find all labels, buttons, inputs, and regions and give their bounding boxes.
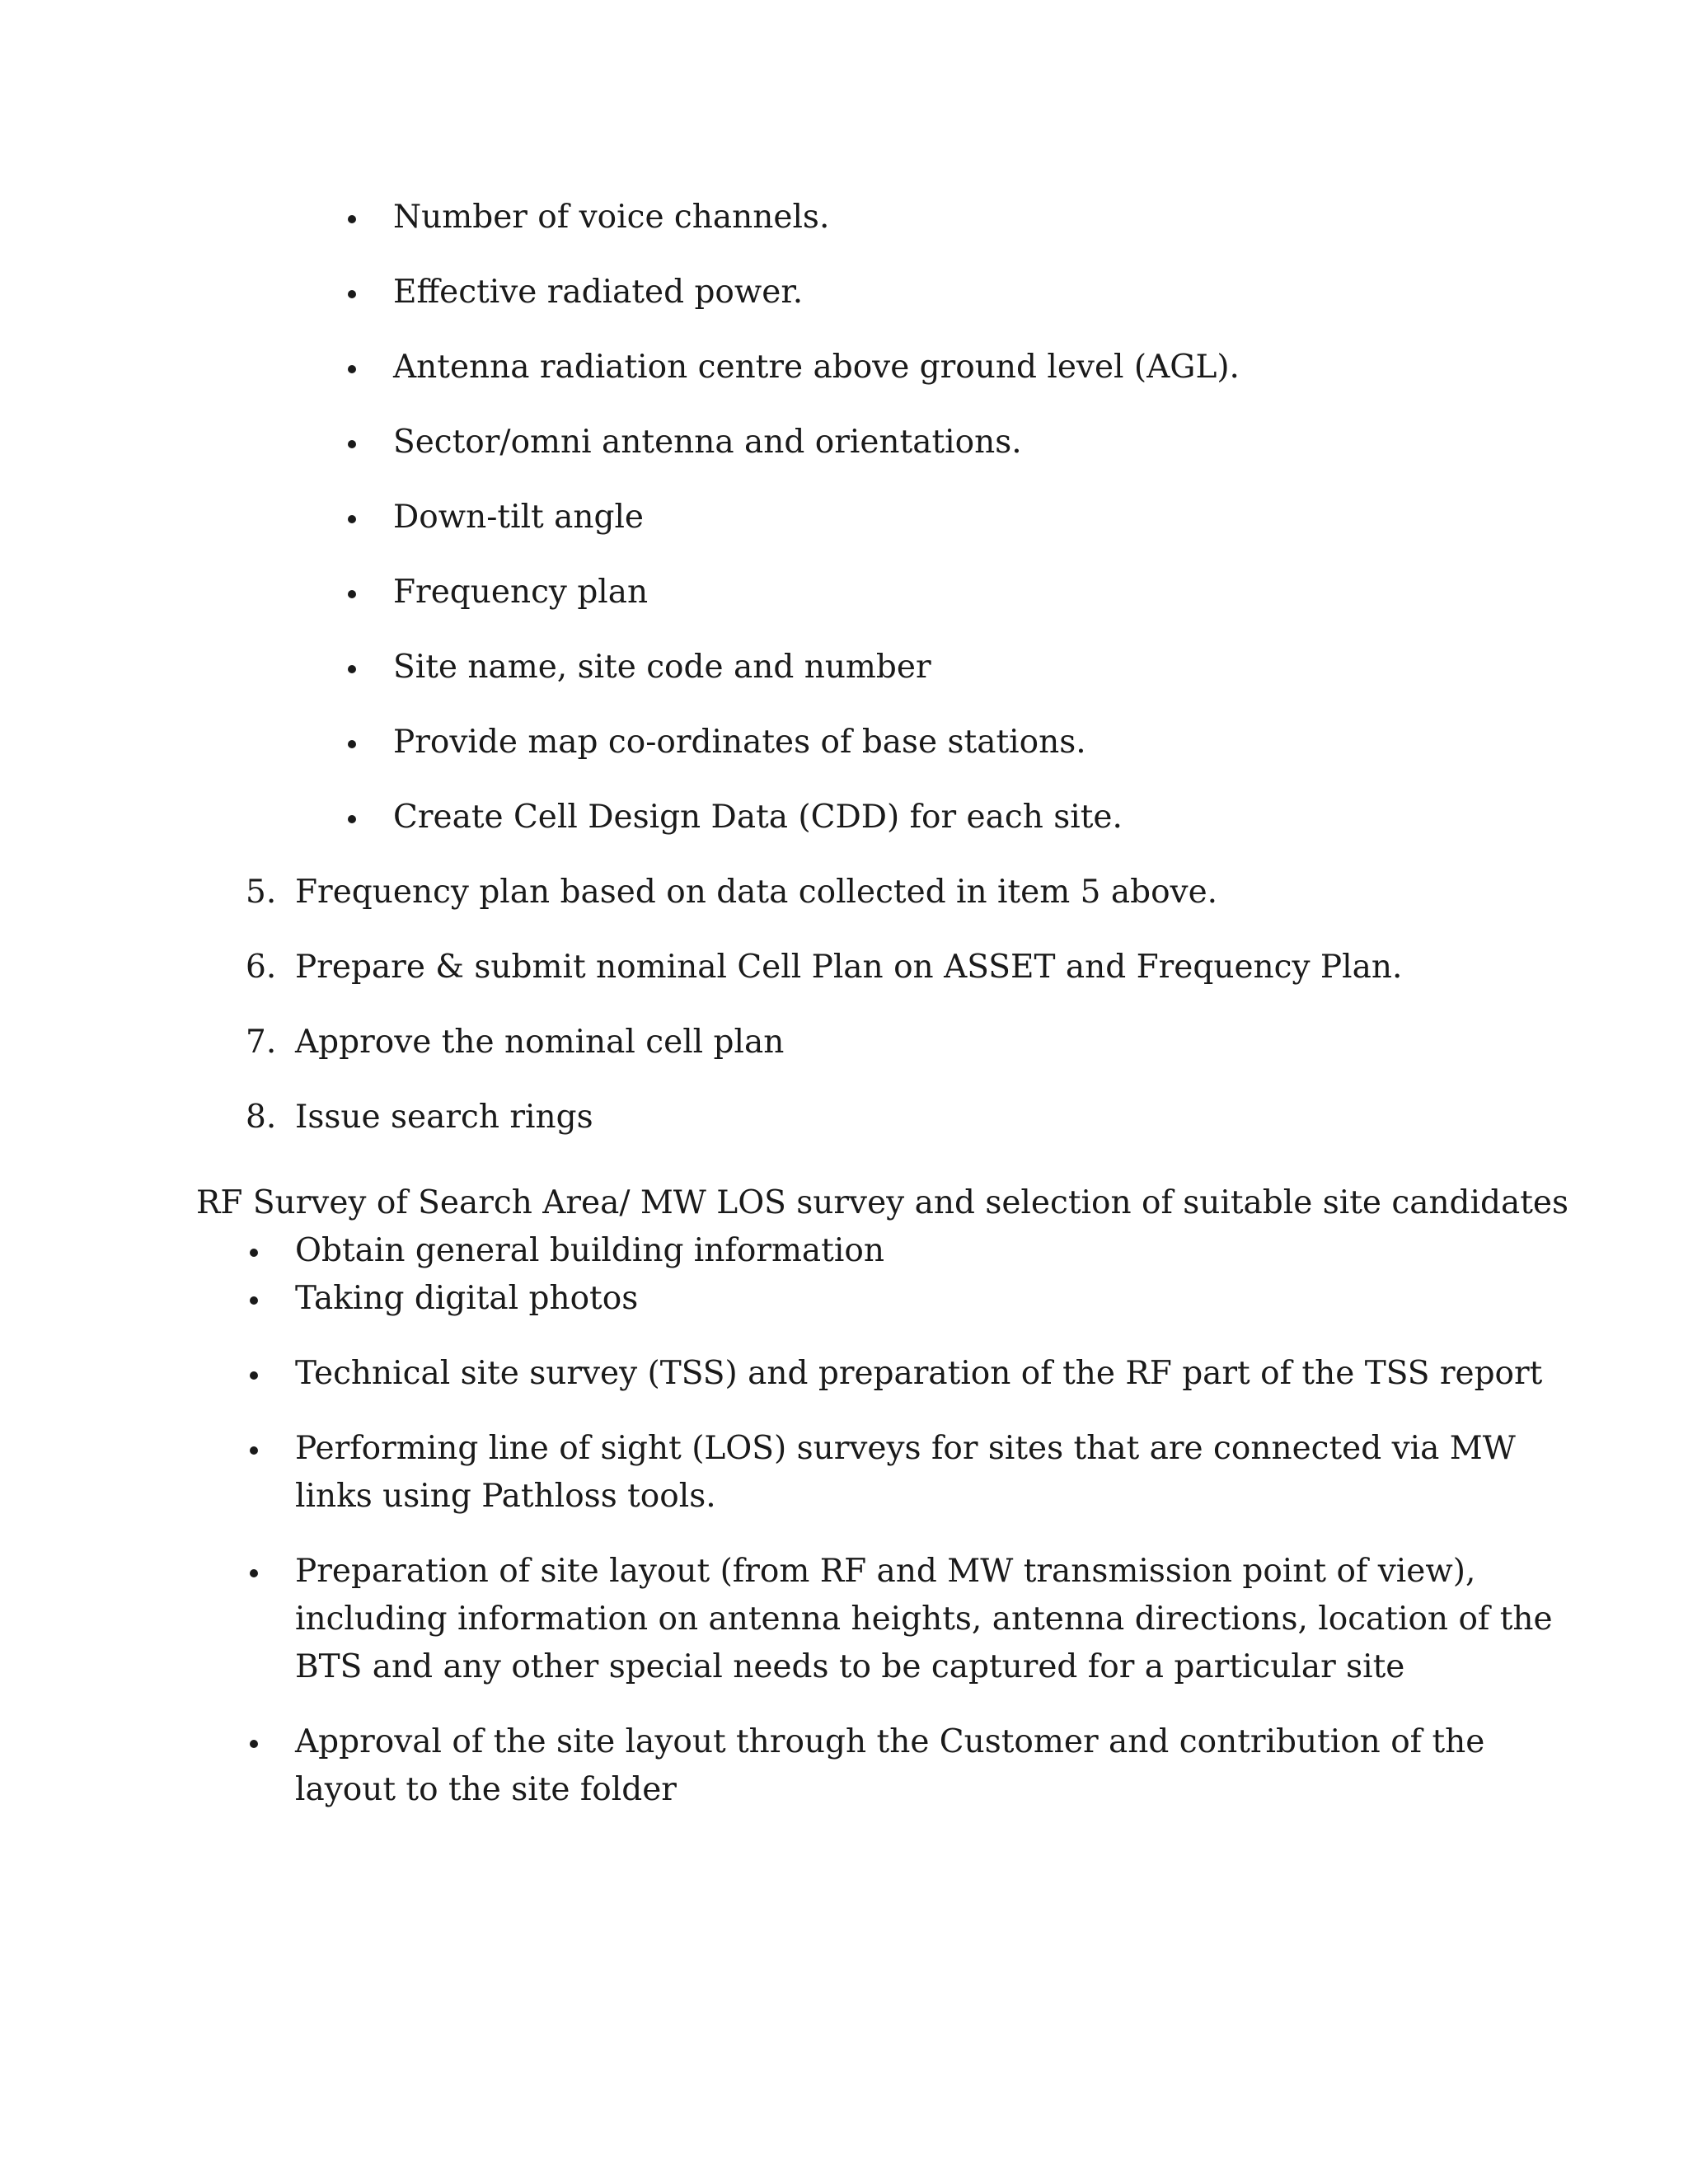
- list-item: Antenna radiation centre above ground level (AGL).: [393, 349, 1240, 386]
- list-item: Sector/omni antenna and orientations.: [393, 424, 1022, 461]
- list-number: 6.: [246, 949, 277, 986]
- bullet-icon: [348, 590, 356, 598]
- bullet-icon: [250, 1371, 258, 1380]
- bullet-icon: [348, 365, 356, 373]
- list-item: Down-tilt angle: [393, 499, 645, 536]
- section-heading: RF Survey of Search Area/ MW LOS survey and selection of suitable site candidates: [196, 1184, 1568, 1221]
- list-item: Obtain general building information: [295, 1232, 884, 1269]
- list-item: Frequency plan: [393, 574, 649, 611]
- bullet-icon: [250, 1569, 258, 1577]
- bullet-icon: [348, 215, 356, 223]
- list-item-line: Performing line of sight (LOS) surveys for sites that are connected via MW: [295, 1430, 1516, 1467]
- list-item: Site name, site code and number: [393, 649, 931, 686]
- list-item: Prepare & submit nominal Cell Plan on ASSET and Frequency Plan.: [295, 949, 1403, 986]
- list-item: Effective radiated power.: [393, 274, 804, 311]
- list-number: 7.: [246, 1024, 277, 1061]
- bullet-icon: [250, 1446, 258, 1455]
- bullet-icon: [348, 815, 356, 823]
- list-item: Number of voice channels.: [393, 199, 830, 236]
- list-number: 8.: [246, 1099, 277, 1136]
- bullet-icon: [348, 290, 356, 298]
- list-number: 5.: [246, 874, 277, 911]
- bullet-icon: [348, 665, 356, 673]
- list-item-line: including information on antenna heights, antenna directions, location of the: [295, 1601, 1553, 1638]
- list-item-line: layout to the site folder: [295, 1771, 677, 1808]
- list-item: Taking digital photos: [295, 1280, 639, 1317]
- bullet-icon: [250, 1740, 258, 1748]
- list-item-line: Preparation of site layout (from RF and MW transmission point of view),: [295, 1553, 1476, 1590]
- list-item: Issue search rings: [295, 1099, 593, 1136]
- list-item: Create Cell Design Data (CDD) for each site.: [393, 799, 1123, 836]
- bullet-icon: [348, 740, 356, 748]
- list-item: Technical site survey (TSS) and preparation of the RF part of the TSS report: [295, 1355, 1543, 1392]
- bullet-icon: [348, 515, 356, 523]
- bullet-icon: [250, 1249, 258, 1257]
- list-item-line: Approval of the site layout through the Customer and contribution of the: [295, 1723, 1485, 1760]
- list-item: Provide map co-ordinates of base stations.: [393, 724, 1086, 761]
- bullet-icon: [250, 1296, 258, 1305]
- list-item: Approve the nominal cell plan: [295, 1024, 785, 1061]
- bullet-icon: [348, 440, 356, 448]
- list-item: Frequency plan based on data collected in item 5 above.: [295, 874, 1218, 911]
- list-item-line: links using Pathloss tools.: [295, 1478, 716, 1515]
- list-item-line: BTS and any other special needs to be captured for a particular site: [295, 1648, 1405, 1685]
